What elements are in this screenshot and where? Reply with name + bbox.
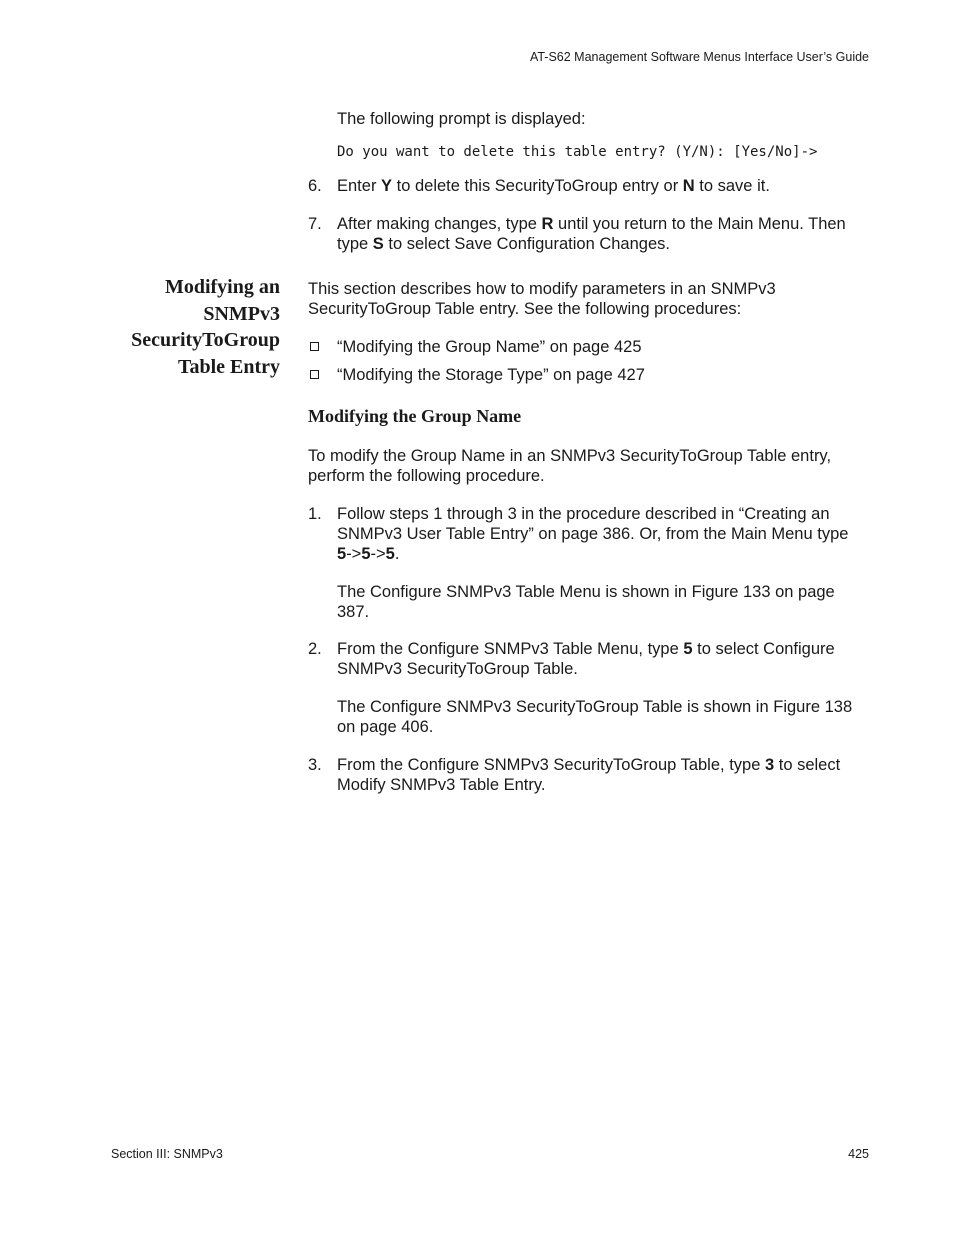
running-header: AT-S62 Management Software Menus Interface User’s Guide bbox=[529, 50, 869, 64]
section-description: This section describes how to modify parameters in an SNMPv3 SecurityToGroup Table entry. See the following procedures: bbox=[308, 280, 776, 318]
procedure-link[interactable]: “Modifying the Storage Type” on page 427 bbox=[337, 366, 645, 384]
step-number: 3. bbox=[308, 756, 322, 774]
step-6-text: Enter Y to delete this SecurityToGroup entry or N to save it. bbox=[337, 177, 770, 195]
step-2-text: From the Configure SNMPv3 Table Menu, type 5 to select Configure SNMPv3 SecurityToGroup Table. bbox=[337, 640, 835, 678]
bullet-checkbox-icon bbox=[310, 370, 319, 379]
step-number: 2. bbox=[308, 640, 322, 658]
subsection-title: Modifying the Group Name bbox=[308, 406, 522, 426]
step-2-note: The Configure SNMPv3 SecurityToGroup Table is shown in Figure 138 on page 406. bbox=[337, 698, 853, 736]
page-number: 425 bbox=[848, 1147, 869, 1161]
prompt-label: The following prompt is displayed: bbox=[337, 110, 586, 128]
section-heading: Modifying an SNMPv3 SecurityToGroup Table Entry bbox=[131, 276, 280, 378]
step-1-text: Follow steps 1 through 3 in the procedure described in “Creating an SNMPv3 User Table Entry” on page 386. Or, from the Main Menu type 5->5->5. bbox=[337, 505, 849, 563]
step-number: 7. bbox=[308, 215, 322, 233]
procedure-link[interactable]: “Modifying the Group Name” on page 425 bbox=[337, 338, 642, 356]
footer-section: Section III: SNMPv3 bbox=[111, 1147, 223, 1161]
step-1-note: The Configure SNMPv3 Table Menu is shown in Figure 133 on page 387. bbox=[337, 583, 835, 621]
step-7-text: After making changes, type R until you return to the Main Menu. Then type S to select Save Configuration Changes. bbox=[337, 215, 846, 253]
step-3-text: From the Configure SNMPv3 SecurityToGroup Table, type 3 to select Modify SNMPv3 Table Entry. bbox=[337, 756, 841, 794]
prompt-code: Do you want to delete this table entry? (Y/N): [Yes/No]-> bbox=[337, 144, 818, 160]
step-number: 1. bbox=[308, 505, 322, 523]
subsection-intro: To modify the Group Name in an SNMPv3 SecurityToGroup Table entry, perform the following procedure. bbox=[308, 447, 832, 485]
step-number: 6. bbox=[308, 177, 322, 195]
bullet-checkbox-icon bbox=[310, 342, 319, 351]
